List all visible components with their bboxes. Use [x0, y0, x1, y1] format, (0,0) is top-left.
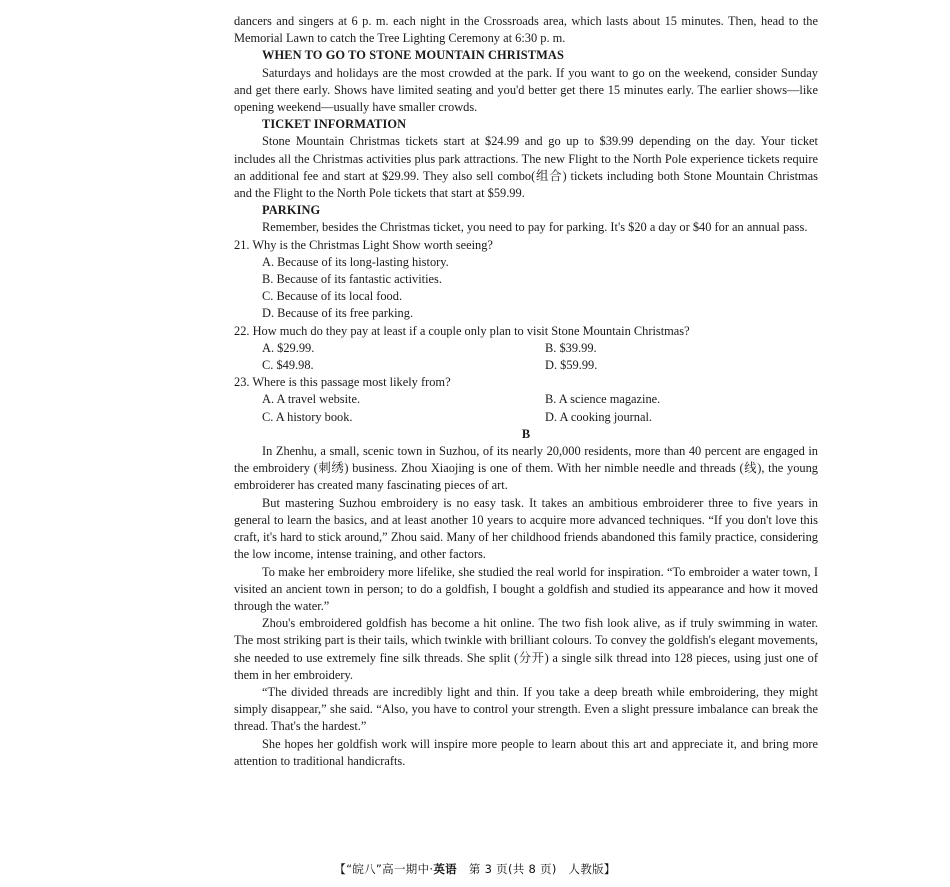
question-23-option-a: A. A travel website. [262, 392, 361, 407]
question-22: 22. How much do they pay at least if a couple only plan to visit Stone Mountain Christmas? [234, 323, 690, 338]
question-23-options-row-2 [234, 409, 818, 426]
question-21-option-d: D. Because of its free parking. [262, 306, 414, 321]
footer-page-number: 第 3 页(共 8 页) [468, 862, 557, 876]
paragraph-parking: Remember, besides the Christmas ticket, you need to pay for parking. It's $20 a day or $40 for an annual pass. [262, 220, 808, 235]
question-23-option-b: B. A science magazine. [545, 392, 661, 407]
question-23-option-d: D. A cooking journal. [545, 409, 653, 424]
question-22-option-d: D. $59.99. [545, 358, 598, 373]
footer-subject: 英语 [433, 862, 457, 876]
question-22-option-a: A. $29.99. [262, 340, 315, 355]
paragraph-ticket-information: Stone Mountain Christmas tickets start at $24.99 and go up to $39.99 depending on the day. Your ticket includes all the Christmas activities plus park attractions. The new Flight to the North Pole experience tickets require an additional fee and start at $29.99. They also sell combo(组合) tickets including both Stone Mountain Christmas and the Flight to the North Pole tickets that start at $59.99. [234, 134, 818, 201]
paragraph-b-5: “The divided threads are incredibly light and thin. If you take a deep breath while embroidering, they might simply disappear,” she said. “Also, you have to control your strength. Even a slight pressure imbalance can break the thread. That's the hardest.” [234, 684, 818, 734]
question-22-options-row-1 [234, 340, 818, 357]
question-21-option-c: C. Because of its local food. [262, 289, 403, 304]
heading-when-to-go: WHEN TO GO TO STONE MOUNTAIN CHRISTMAS [262, 48, 564, 63]
paragraph-b-3: To make her embroidery more lifelike, she studied the real world for inspiration. “To embroider a water town, I visited an ancient town in person; to do a goldfish, I bought a goldfish and studied its appearance and how it moved through the water.” [234, 564, 818, 613]
document-page [234, 13, 818, 770]
paragraph-b-2: But mastering Suzhou embroidery is no easy task. It takes an ambitious embroiderer three to five years in general to learn the basics, and at least another 10 years to acquire more advanced techniques. “If you don't love this craft, it's hard to stick around,” Zhou said. Many of her childhood friends abandoned this family practice, considering the low income, intense training, and other factors. [234, 495, 818, 562]
paragraph-b-6: She hopes her goldfish work will inspire more people to learn about this art and appreciate it, and bring more attention to traditional handicrafts. [234, 736, 818, 768]
heading-ticket-information: TICKET INFORMATION [262, 117, 407, 132]
section-b-label: B [521, 426, 531, 441]
question-22-option-c: C. $49.98. [262, 358, 314, 373]
paragraph-b-1: In Zhenhu, a small, scenic town in Suzhou, of its nearly 20,000 residents, more than 40 percent are engaged in the embroidery (刺绣) business. Zhou Xiaojing is one of them. With her nimble needle and threads (线), the young embroiderer has created many fascinating pieces of art. [234, 444, 818, 493]
question-23-option-c: C. A history book. [262, 409, 353, 424]
paragraph-b-4: Zhou's embroidered goldfish has become a hit online. The two fish look alive, as if truly swimming in water. The most striking part is their tails, which twinkle with brilliant colours. To convey the goldfish's elegant movements, she needed to use extremely fine silk threads. She split (分开) a single silk thread into 128 pieces, using just one of them in her embroidery. [234, 616, 818, 682]
question-21: 21. Why is the Christmas Light Show worth seeing? [234, 237, 493, 252]
question-22-options-row-2 [234, 357, 818, 374]
paragraph-when-to-go: Saturdays and holidays are the most crowded at the park. If you want to go on the weekend, consider Sunday and get there early. Shows have limited seating and you'd better get there 15 minutes early. The earlier shows—like opening weekend—usually have smaller crowds. [234, 65, 818, 115]
page-footer [0, 861, 950, 877]
question-21-option-b: B. Because of its fantastic activities. [262, 272, 442, 287]
footer-exam-name: 【“皖八”高一期中· [334, 862, 434, 876]
heading-parking: PARKING [262, 203, 321, 218]
question-23: 23. Where is this passage most likely from? [234, 375, 451, 390]
question-22-option-b: B. $39.99. [545, 340, 597, 355]
question-23-options-row-1 [234, 391, 818, 408]
paragraph-schedule: dancers and singers at 6 p. m. each night in the Crossroads area, which lasts about 15 minutes. Then, head to the Memorial Lawn to catch the Tree Lighting Ceremony at 6:30 p. m. [234, 14, 818, 46]
footer-edition: 人教版】 [568, 862, 616, 876]
question-21-option-a: A. Because of its long-lasting history. [262, 254, 449, 269]
